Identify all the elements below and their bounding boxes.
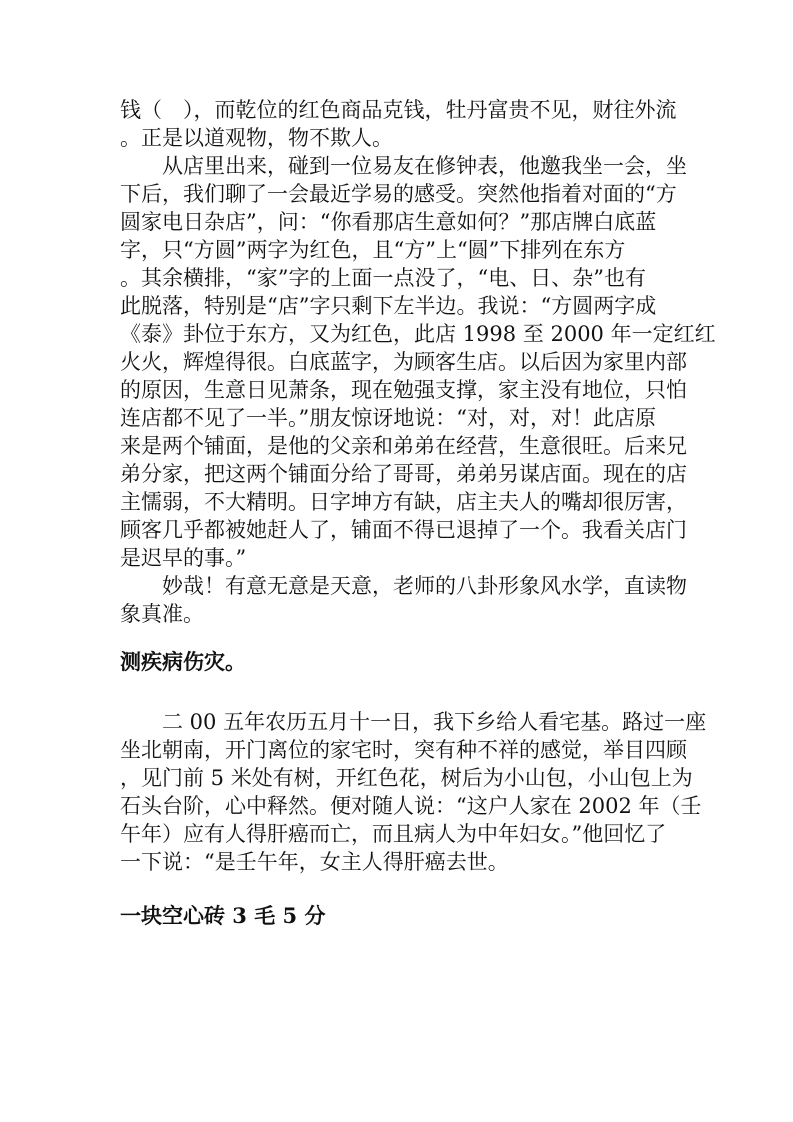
text-line: 坐北朝南，开门离位的家宅时，突有种不祥的感觉，举目四顾: [120, 738, 687, 762]
text-line: 从店里出来，碰到一位易友在修钟表，他邀我坐一会，坐: [162, 154, 687, 178]
text-line: 的原因，生意日见萧条，现在勉强支撑，家主没有地位，只怕: [120, 378, 687, 402]
text-line: 来是两个铺面，是他的父亲和弟弟在经营，生意很旺。后来兄: [120, 434, 687, 458]
text-line: 此脱落，特别是“店”字只剩下左半边。我说：“方圆两字成: [120, 294, 657, 318]
section-heading: 一块空心砖 3 毛 5 分: [120, 903, 326, 928]
section-heading: 测疾病伤灾。: [120, 649, 246, 674]
text-line: 石头台阶，心中释然。便对随人说：“这户人家在 2002 年（壬: [120, 794, 702, 818]
text-line: 是迟早的事。”: [120, 546, 247, 570]
text-line: 连店都不见了一半。”朋友惊讶地说：“对，对，对！此店原: [120, 406, 656, 430]
document-page: [120, 96, 716, 930]
text-line: 弟分家，把这两个铺面分给了哥哥，弟弟另谋店面。现在的店: [120, 462, 687, 486]
text-line: 象真准。: [120, 602, 204, 626]
text-line: 圆家电日杂店”，问：“你看那店生意如何？”那店牌白底蓝: [120, 210, 657, 234]
text-line: 二 00 五年农历五月十一日，我下乡给人看宅基。路过一座: [162, 710, 707, 734]
text-line: 《泰》卦位于东方，又为红色，此店 1998 至 2000 年一定红红: [120, 322, 716, 346]
text-line: 下后，我们聊了一会最近学易的感受。突然他指着对面的“方: [120, 182, 677, 206]
text-line: 妙哉！有意无意是天意，老师的八卦形象风水学，直读物: [162, 574, 687, 598]
text-line: ，见门前 5 米处有树，开红色花，树后为小山包，小山包上为: [120, 766, 693, 790]
text-line: 火火，辉煌得很。白底蓝字，为顾客生店。以后因为家里内部: [120, 350, 687, 374]
text-line: 一下说：“是壬午年，女主人得肝癌去世。: [120, 850, 509, 874]
text-line: 午年）应有人得肝癌而亡，而且病人为中年妇女。”他回忆了: [120, 822, 667, 846]
paragraph-conclusion: [120, 572, 687, 628]
paragraph-continuation: [120, 96, 677, 152]
text-line: 顾客几乎都被她赶人了，铺面不得已退掉了一个。我看关店门: [120, 518, 687, 542]
paragraph-house-story: [120, 708, 707, 876]
paragraph-shop-story: [120, 152, 716, 572]
text-line: 主懦弱，不大精明。日字坤方有缺，店主夫人的嘴却很厉害，: [120, 490, 687, 514]
text-line: 。其余横排，“家”字的上面一点没了，“电、日、杂”也有: [120, 266, 646, 290]
text-line: 字，只“方圆”两字为红色，且“方”上“圆”下排列在东方: [120, 238, 626, 262]
text-line: 钱（ ），而乾位的红色商品克钱，牡丹富贵不见，财往外流: [120, 98, 677, 122]
text-line: 。正是以道观物，物不欺人。: [120, 126, 393, 150]
